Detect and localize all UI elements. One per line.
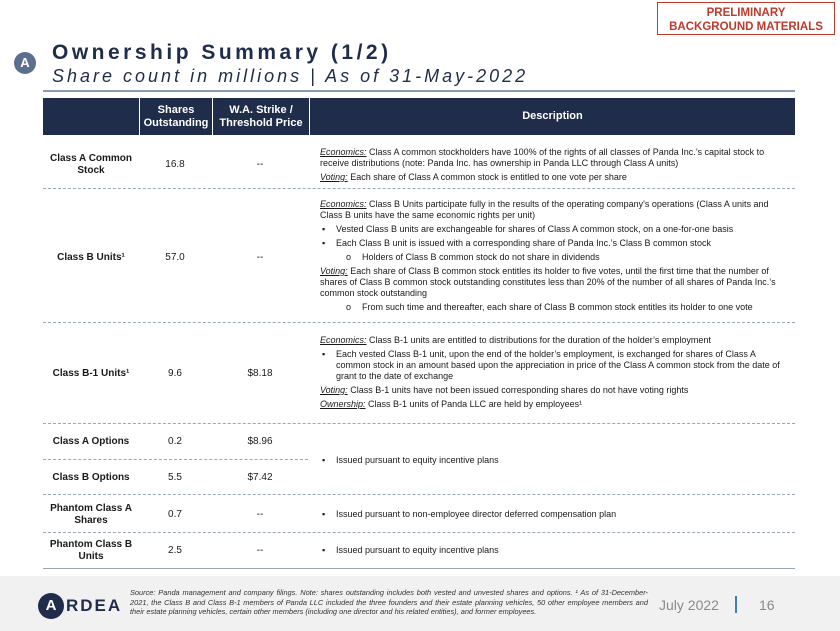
hollow-bullet-icon: o (346, 302, 352, 312)
row-label: Phantom Class B Units (49, 539, 133, 562)
row-label: Class A Common Stock (49, 153, 133, 176)
row-divider (43, 494, 795, 495)
ardea-logo (38, 592, 122, 620)
hollow-bullet-icon: o (346, 252, 352, 262)
bullet-item: ▪ Each vested Class B-1 unit, upon the end of the holder’s employment, is exchanged for shares of Class A common stock in an amount based upon the appreciation in price of the Class A common stock from the date of grant to the date of exchange (322, 349, 780, 381)
description-class-a (320, 147, 792, 186)
page-subtitle: Share count in millions | As of 31-May-2022 (52, 66, 529, 86)
shares-outstanding: 0.7 (168, 509, 182, 520)
header-blank (43, 98, 139, 135)
row-label: Phantom Class A Shares (50, 503, 132, 526)
strike-price: -- (256, 545, 264, 556)
source-note: Source: Panda management and company filings. Note: shares outstanding includes both vested and unvested shares and options. ¹ As of 31-December-2021, the Class B and Class B-1 members of Panda LLC included the three founders and their estate planning vehicles, 50 other employee members and their estate planning vehicles, certain other members (including one director and his related entities), and former employees. (130, 588, 648, 616)
header-shares: Shares Outstanding (143, 103, 209, 129)
row-divider (43, 423, 795, 424)
strike-price: $8.96 (247, 436, 273, 447)
row-divider (43, 459, 308, 460)
strike-price: $8.18 (247, 368, 273, 379)
shares-outstanding: 2.5 (168, 545, 182, 556)
row-divider (43, 322, 795, 323)
row-divider (43, 532, 795, 533)
bullet-icon: ▪ (322, 238, 326, 248)
bullet-item: ▪ Vested Class B units are exchangeable for shares of Class A common stock, on a one-for-one basis (322, 224, 734, 234)
header-description: Description (522, 110, 583, 122)
economics-text: Class B-1 units are entitled to distributions for the duration of the holder’s employment (369, 335, 711, 345)
row-label: Class A Options (52, 436, 130, 447)
title-divider (43, 90, 795, 92)
page-separator (735, 596, 737, 613)
description-class-b (320, 199, 792, 316)
section-badge: A (14, 52, 36, 74)
logo-wordmark: RDEA (66, 596, 123, 615)
sub-bullet-item: o Holders of Class B common stock do not share in dividends (346, 252, 600, 262)
shares-outstanding: 9.6 (168, 368, 182, 379)
ownership-label: Ownership: (320, 399, 366, 409)
bullet-item: ▪ Issued pursuant to equity incentive plans (322, 545, 499, 555)
bullet-icon: ▪ (322, 545, 326, 555)
sub-bullet-item: o From such time and thereafter, each share of Class B common stock entitles its holder to one vote (346, 302, 753, 312)
bullet-item: ▪ Issued pursuant to non-employee director deferred compensation plan (322, 509, 617, 519)
table-header (43, 98, 795, 135)
economics-label: Economics: (320, 335, 367, 345)
bullet-icon: ▪ (322, 349, 326, 359)
voting-text: Each share of Class B common stock entitles its holder to five votes, until the first time that the number of shares of Class B common stock outstanding constitutes less than 20% of the number of all shares of Panda Inc.’s common stock outstanding (320, 266, 776, 298)
header-strike: W.A. Strike / Threshold Price (219, 103, 303, 129)
voting-text: Each share of Class A common stock is entitled to one vote per share (350, 172, 627, 182)
strike-price: -- (256, 252, 264, 263)
description-class-b1 (320, 335, 792, 413)
shares-outstanding: 0.2 (168, 436, 182, 447)
economics-text: Class A common stockholders have 100% of the rights of all classes of Panda Inc.’s capital stock to receive distributions (note: Panda Inc. has ownership in Panda LLC through Class A units) (320, 147, 765, 168)
strike-price: $7.42 (247, 472, 273, 483)
voting-text: Class B-1 units have not been issued corresponding shares do not have voting rights (350, 385, 689, 395)
economics-text: Class B Units participate fully in the results of the operating company's operations (Class A units and Class B units have the same economic rights per unit) (320, 199, 769, 220)
logo-mark: A (38, 593, 64, 619)
voting-label: Voting: (320, 172, 348, 182)
bullet-item: ▪ Issued pursuant to equity incentive plans (322, 455, 499, 465)
description-options (320, 455, 792, 469)
strike-price: -- (256, 159, 264, 170)
page-number: 16 (759, 597, 775, 613)
footer-date: July 2022 (659, 597, 719, 613)
row-label: Class B-1 Units¹ (52, 368, 130, 379)
description-phantom-b (320, 545, 792, 559)
preliminary-banner: PRELIMINARY BACKGROUND MATERIALS (657, 2, 835, 35)
row-divider (43, 188, 795, 189)
row-label: Class B Options (52, 472, 130, 483)
bullet-icon: ▪ (322, 224, 326, 234)
table-bottom-rule (43, 568, 795, 569)
shares-outstanding: 5.5 (168, 472, 182, 483)
shares-outstanding: 57.0 (165, 252, 185, 263)
description-phantom-a (320, 509, 792, 523)
economics-label: Economics: (320, 147, 367, 157)
bullet-icon: ▪ (322, 509, 326, 519)
voting-label: Voting: (320, 385, 348, 395)
bullet-icon: ▪ (322, 455, 326, 465)
ownership-text: Class B-1 units of Panda LLC are held by employees¹ (368, 399, 583, 409)
page-title: Ownership Summary (1/2) (52, 41, 392, 64)
bullet-item: ▪ Each Class B unit is issued with a corresponding share of Panda Inc.’s Class B common stock (322, 238, 712, 248)
voting-label: Voting: (320, 266, 348, 276)
row-label: Class B Units¹ (57, 252, 125, 263)
shares-outstanding: 16.8 (165, 159, 185, 170)
strike-price: -- (256, 509, 264, 520)
economics-label: Economics: (320, 199, 367, 209)
